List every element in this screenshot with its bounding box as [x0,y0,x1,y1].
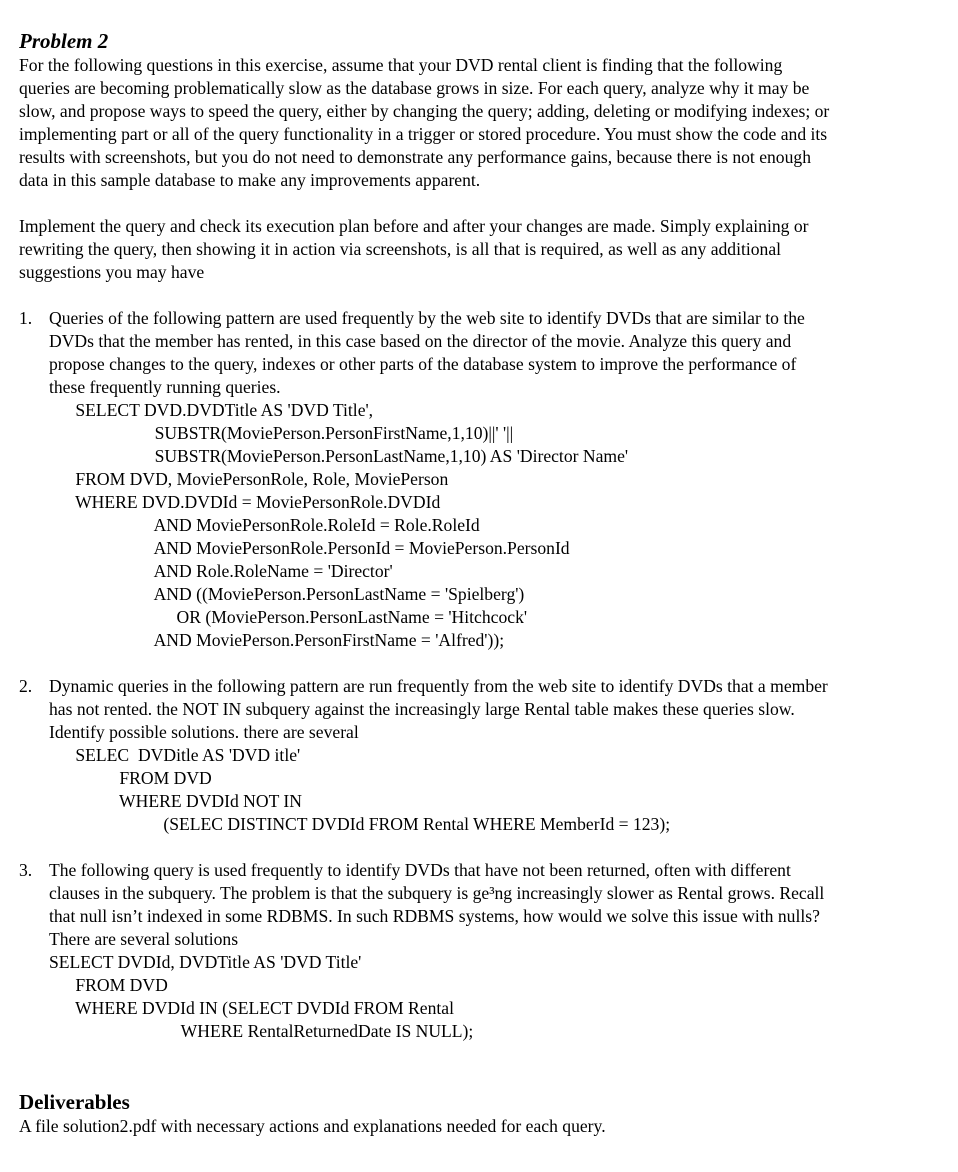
question-text: Queries of the following pattern are used frequently by the web site to identify DVDs that are similar to the DVDs that the member has rented, in this case based on the director of the movie. Analyze this query and propose changes to the query, indexes or other parts of the database system to improve the performance of these frequently running queries. [49,308,805,397]
question-1 [19,307,949,652]
instructions-paragraph: Implement the query and check its execution plan before and after your changes are made. Simply explaining or rewriting the query, then showing it in action via screenshots, is all that is required, as well as any additional suggestions you may have [19,216,809,282]
question-2 [19,675,949,836]
sql-code-block: SELECT DVD.DVDTitle AS 'DVD Title', SUBSTR(MoviePerson.PersonFirstName,1,10)||' '|| SUBSTR(MoviePerson.PersonLastName,1,10) AS 'Director Name' FROM DVD, MoviePersonRole, Role, MoviePerson WHERE DVD.DVDId = MoviePersonRole.DVDId AND MoviePersonRole.RoleId = Role.RoleId AND MoviePersonRole.PersonId = MoviePerson.PersonId AND Role.RoleName = 'Director' AND ((MoviePerson.PersonLastName = 'Spielberg') OR (MoviePerson.PersonLastName = 'Hitchcock' AND MoviePerson.PersonFirstName = 'Alfred')); [75,400,629,650]
sql-code-block: SELECT DVDId, DVDTitle AS 'DVD Title' FROM DVD WHERE DVDId IN (SELECT DVDId FROM Rental WHERE RentalReturnedDate IS NULL); [49,952,474,1041]
question-number: 1. [19,308,33,328]
deliverables-text: A file solution2.pdf with necessary actions and explanations needed for each query. [19,1116,606,1136]
question-text: The following query is used frequently to identify DVDs that have not been returned, often with different clauses in the subquery. The problem is that the subquery is ge³ng increasingly slower as Rental grows. Recall that null isn’t indexed in some RDBMS. In such RDBMS systems, how would we solve this issue with nulls? There are several solutions [49,860,825,949]
question-number: 3. [19,860,33,880]
question-text: Dynamic queries in the following pattern are run frequently from the web site to identify DVDs that a member has not rented. the NOT IN subquery against the increasingly large Rental table makes these queries slow. Identify possible solutions. there are several [49,676,828,742]
sql-code-block: SELEC DVDitle AS 'DVD itle' FROM DVD WHERE DVDId NOT IN (SELEC DISTINCT DVDId FROM Rental WHERE MemberId = 123); [75,745,671,834]
problem-title: Problem 2 [19,29,109,53]
question-3 [19,859,949,1043]
intro-paragraph: For the following questions in this exercise, assume that your DVD rental client is finding that the following queries are becoming problematically slow as the database grows in size. For each query, analyze why it may be slow, and propose ways to speed the query, either by changing the query; adding, deleting or modifying indexes; or implementing part or all of the query functionality in a trigger or stored procedure. You must show the code and its results with screenshots, but you do not need to demonstrate any performance gains, because there is not enough data in this sample database to make any improvements apparent. [19,55,830,190]
question-number: 2. [19,676,33,696]
deliverables-heading: Deliverables [19,1090,130,1114]
document-page [19,28,949,1138]
